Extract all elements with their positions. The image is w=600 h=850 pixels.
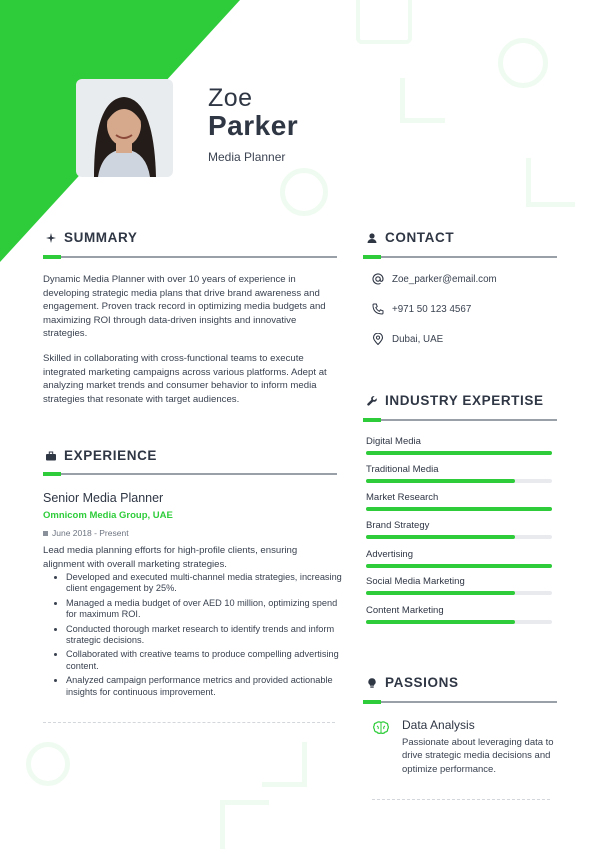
list-item: • Analyzed campaign performance metrics and provided actionable insights for continuous improvement. xyxy=(66,675,346,698)
decor-corner xyxy=(526,158,575,207)
job-dates xyxy=(43,528,129,538)
skill-bar xyxy=(366,564,552,568)
profile-photo xyxy=(76,79,173,177)
experience-heading-text: EXPERIENCE xyxy=(64,448,158,463)
skill-label: Traditional Media xyxy=(366,464,439,475)
calendar-bullet-icon xyxy=(43,531,48,536)
phone-icon xyxy=(372,303,384,315)
skill-label: Brand Strategy xyxy=(366,520,430,531)
skill-label: Market Research xyxy=(366,492,439,503)
last-name: Parker xyxy=(208,110,299,141)
skill-row xyxy=(366,549,552,568)
summary-heading xyxy=(46,230,137,245)
contact-phone-text: +971 50 123 4567 xyxy=(392,303,472,315)
decor-corner xyxy=(220,800,269,849)
list-item: • Collaborated with creative teams to produce compelling advertising content. xyxy=(66,649,346,672)
company-name: Omnicom Media Group, UAE xyxy=(43,510,173,521)
at-sign-icon xyxy=(372,273,384,285)
lightbulb-icon xyxy=(367,678,377,688)
person-icon xyxy=(367,233,377,243)
passions-heading xyxy=(367,675,459,690)
contact-location-text: Dubai, UAE xyxy=(392,333,444,345)
job-title: Senior Media Planner xyxy=(43,491,164,505)
skill-label: Digital Media xyxy=(366,436,421,447)
skill-bar xyxy=(366,479,552,483)
decor-corner xyxy=(262,742,307,787)
location-pin-icon xyxy=(372,333,384,345)
contact-email-text: Zoe_parker@email.com xyxy=(392,273,497,285)
skill-row xyxy=(366,605,552,624)
briefcase-icon xyxy=(46,451,56,461)
skill-bar-fill xyxy=(366,564,552,568)
summary-paragraph-2: Skilled in collaborating with cross-functional teams to execute integrated marketing campaigns across various platforms. Adept at analyzing market trends and consumer behavior to inform media strategies that resonate with target audiences. xyxy=(43,353,327,405)
sparkle-icon xyxy=(46,233,56,243)
skill-bar xyxy=(366,451,552,455)
skill-row xyxy=(366,576,552,595)
first-name: Zoe xyxy=(208,84,253,112)
summary-heading-text: SUMMARY xyxy=(64,230,138,245)
job-description: Lead media planning efforts for high-profile clients, ensuring alignment with overall marketing strategies. xyxy=(43,545,298,570)
experience-heading xyxy=(46,448,157,463)
contact-rule xyxy=(363,256,557,258)
list-item: • Conducted thorough market research to identify trends and inform strategic decisions. xyxy=(66,624,346,647)
skill-bar-fill xyxy=(366,479,515,483)
decor-square xyxy=(356,0,412,44)
brain-icon xyxy=(373,721,389,735)
skill-bar xyxy=(366,507,552,511)
skill-label: Content Marketing xyxy=(366,605,444,616)
skill-bar xyxy=(366,620,552,624)
section-divider xyxy=(43,722,335,723)
contact-phone[interactable] xyxy=(372,303,471,315)
passion-title: Data Analysis xyxy=(402,718,475,732)
skill-row xyxy=(366,436,552,455)
contact-heading xyxy=(367,230,454,245)
skill-bar xyxy=(366,591,552,595)
expertise-heading xyxy=(367,393,544,408)
passion-description: Passionate about leveraging data to drive strategic media decisions and optimize performance. xyxy=(402,737,554,775)
skill-row xyxy=(366,520,552,539)
profile-photo-illustration xyxy=(76,79,173,177)
summary-paragraph-1: Dynamic Media Planner with over 10 years of experience in developing strategic media plans that drive brand awareness and engagement. Proven track record in optimizing media budgets and maximizing ROI through data-driven insights and innovative strategies. xyxy=(43,274,326,340)
decor-circle xyxy=(26,742,70,786)
skill-bar xyxy=(366,535,552,539)
decor-circle xyxy=(498,38,548,88)
contact-heading-text: CONTACT xyxy=(385,230,455,245)
wrench-icon xyxy=(367,396,377,406)
summary-rule xyxy=(43,256,337,258)
passions-heading-text: PASSIONS xyxy=(385,675,459,690)
expertise-rule xyxy=(363,419,557,421)
job-role: Media Planner xyxy=(208,150,286,164)
skill-bar-fill xyxy=(366,507,552,511)
contact-email[interactable] xyxy=(372,273,497,285)
job-dates-text: June 2018 - Present xyxy=(52,528,129,538)
passions-rule xyxy=(363,701,557,703)
decor-circle xyxy=(280,168,328,216)
skill-label: Social Media Marketing xyxy=(366,576,465,587)
list-item: • Managed a media budget of over AED 10 million, optimizing spend for maximum ROI. xyxy=(66,598,346,621)
experience-rule xyxy=(43,473,337,475)
skill-row xyxy=(366,464,552,483)
job-bullets xyxy=(52,572,346,701)
skill-bar-fill xyxy=(366,451,552,455)
skill-bar-fill xyxy=(366,591,515,595)
skill-bar-fill xyxy=(366,535,515,539)
decor-corner xyxy=(400,78,445,123)
list-item: • Developed and executed multi-channel media strategies, increasing client engagement by 25%. xyxy=(66,572,346,595)
skill-bar-fill xyxy=(366,620,515,624)
section-divider xyxy=(372,799,550,800)
skill-row xyxy=(366,492,552,511)
contact-location xyxy=(372,333,443,345)
skill-label: Advertising xyxy=(366,549,413,560)
expertise-heading-text: INDUSTRY EXPERTISE xyxy=(385,393,544,408)
